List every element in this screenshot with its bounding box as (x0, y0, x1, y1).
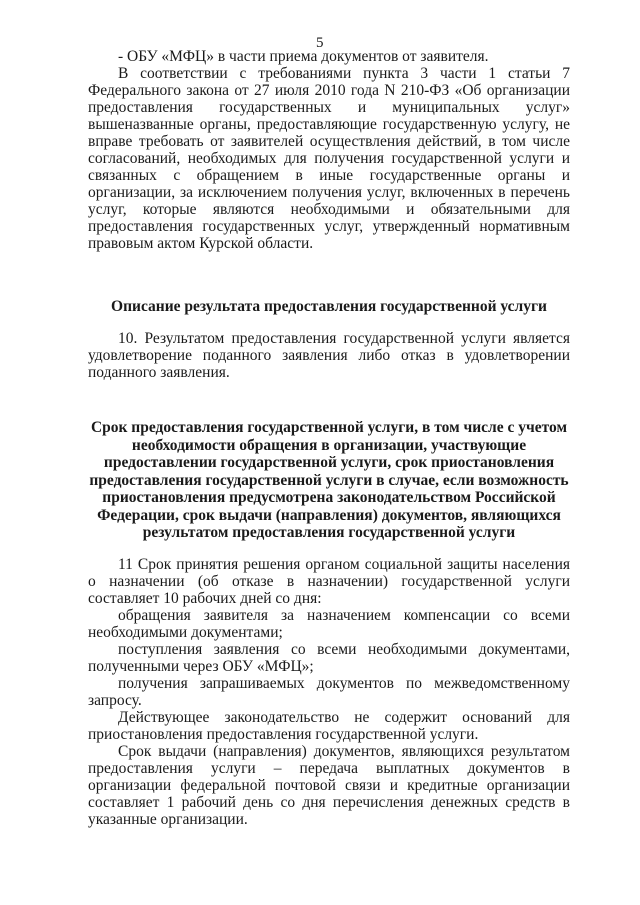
paragraph-mfc: - ОБУ «МФЦ» в части приема документов от заявителя. (118, 48, 489, 65)
paragraph-issue-term: Срок выдачи (направления) документов, являющихся результатом предоставления услуги – передача выплатных документов в организации федеральной почтовой связи и кредитные организации составляет 1 рабочий день со дня перечисления денежных средств в указанные организации. (88, 743, 570, 828)
paragraph-10: 10. Результатом предоставления государственной услуги является удовлетворение поданного заявления либо отказ в удовлетворении поданного заявления. (88, 330, 570, 381)
page-number: 5 (316, 35, 324, 51)
heading-service-term: Срок предоставления государственной услуги, в том числе с учетом необходимости обращения в организации, участвующие предоставлении государственной услуги, срок приостановления предоставления государственной услуги в случае, если возможность приостановления предусмотрена законодательством Российской Федерации, срок выдачи (направления) документов, являющихся результатом предоставления государственной услуги (89, 419, 569, 541)
paragraph-11: 11 Срок принятия решения органом социальной защиты населения о назначении (об отказе в назначении) государственной услуги составляет 10 рабочих дней со дня: (88, 556, 570, 607)
result-section (88, 330, 570, 381)
paragraph-condition-application: обращения заявителя за назначением компенсации со всеми необходимыми документами; (88, 607, 570, 641)
heading-result-description: Описание результата предоставления государственной услуги (111, 298, 547, 315)
intro-section (88, 48, 570, 252)
paragraph-condition-interagency: получения запрашиваемых документов по межведомственному запросу. (88, 675, 570, 709)
term-section (88, 556, 570, 828)
paragraph-no-suspension: Действующее законодательство не содержит оснований для приостановления предоставления государственной услуги. (88, 709, 570, 743)
paragraph-law-requirements: В соответствии с требованиями пункта 3 части 1 статьи 7 Федерального закона от 27 июля 2010 года N 210-ФЗ «Об организации предоставления государственных и муниципальных услуг» вышеназванные органы, предоставляющие государственную услугу, не вправе требовать от заявителей осуществления действий, в том числе согласований, необходимых для получения государственной услуги и связанных с обращением в иные государственные органы и организации, за исключением получения услуг, включенных в перечень услуг, которые являются необходимыми и обязательными для предоставления государственных услуг, утвержденный нормативным правовым актом Курской области. (88, 65, 570, 252)
paragraph-condition-mfc: поступления заявления со всеми необходимыми документами, полученными через ОБУ «МФЦ»; (88, 641, 570, 675)
